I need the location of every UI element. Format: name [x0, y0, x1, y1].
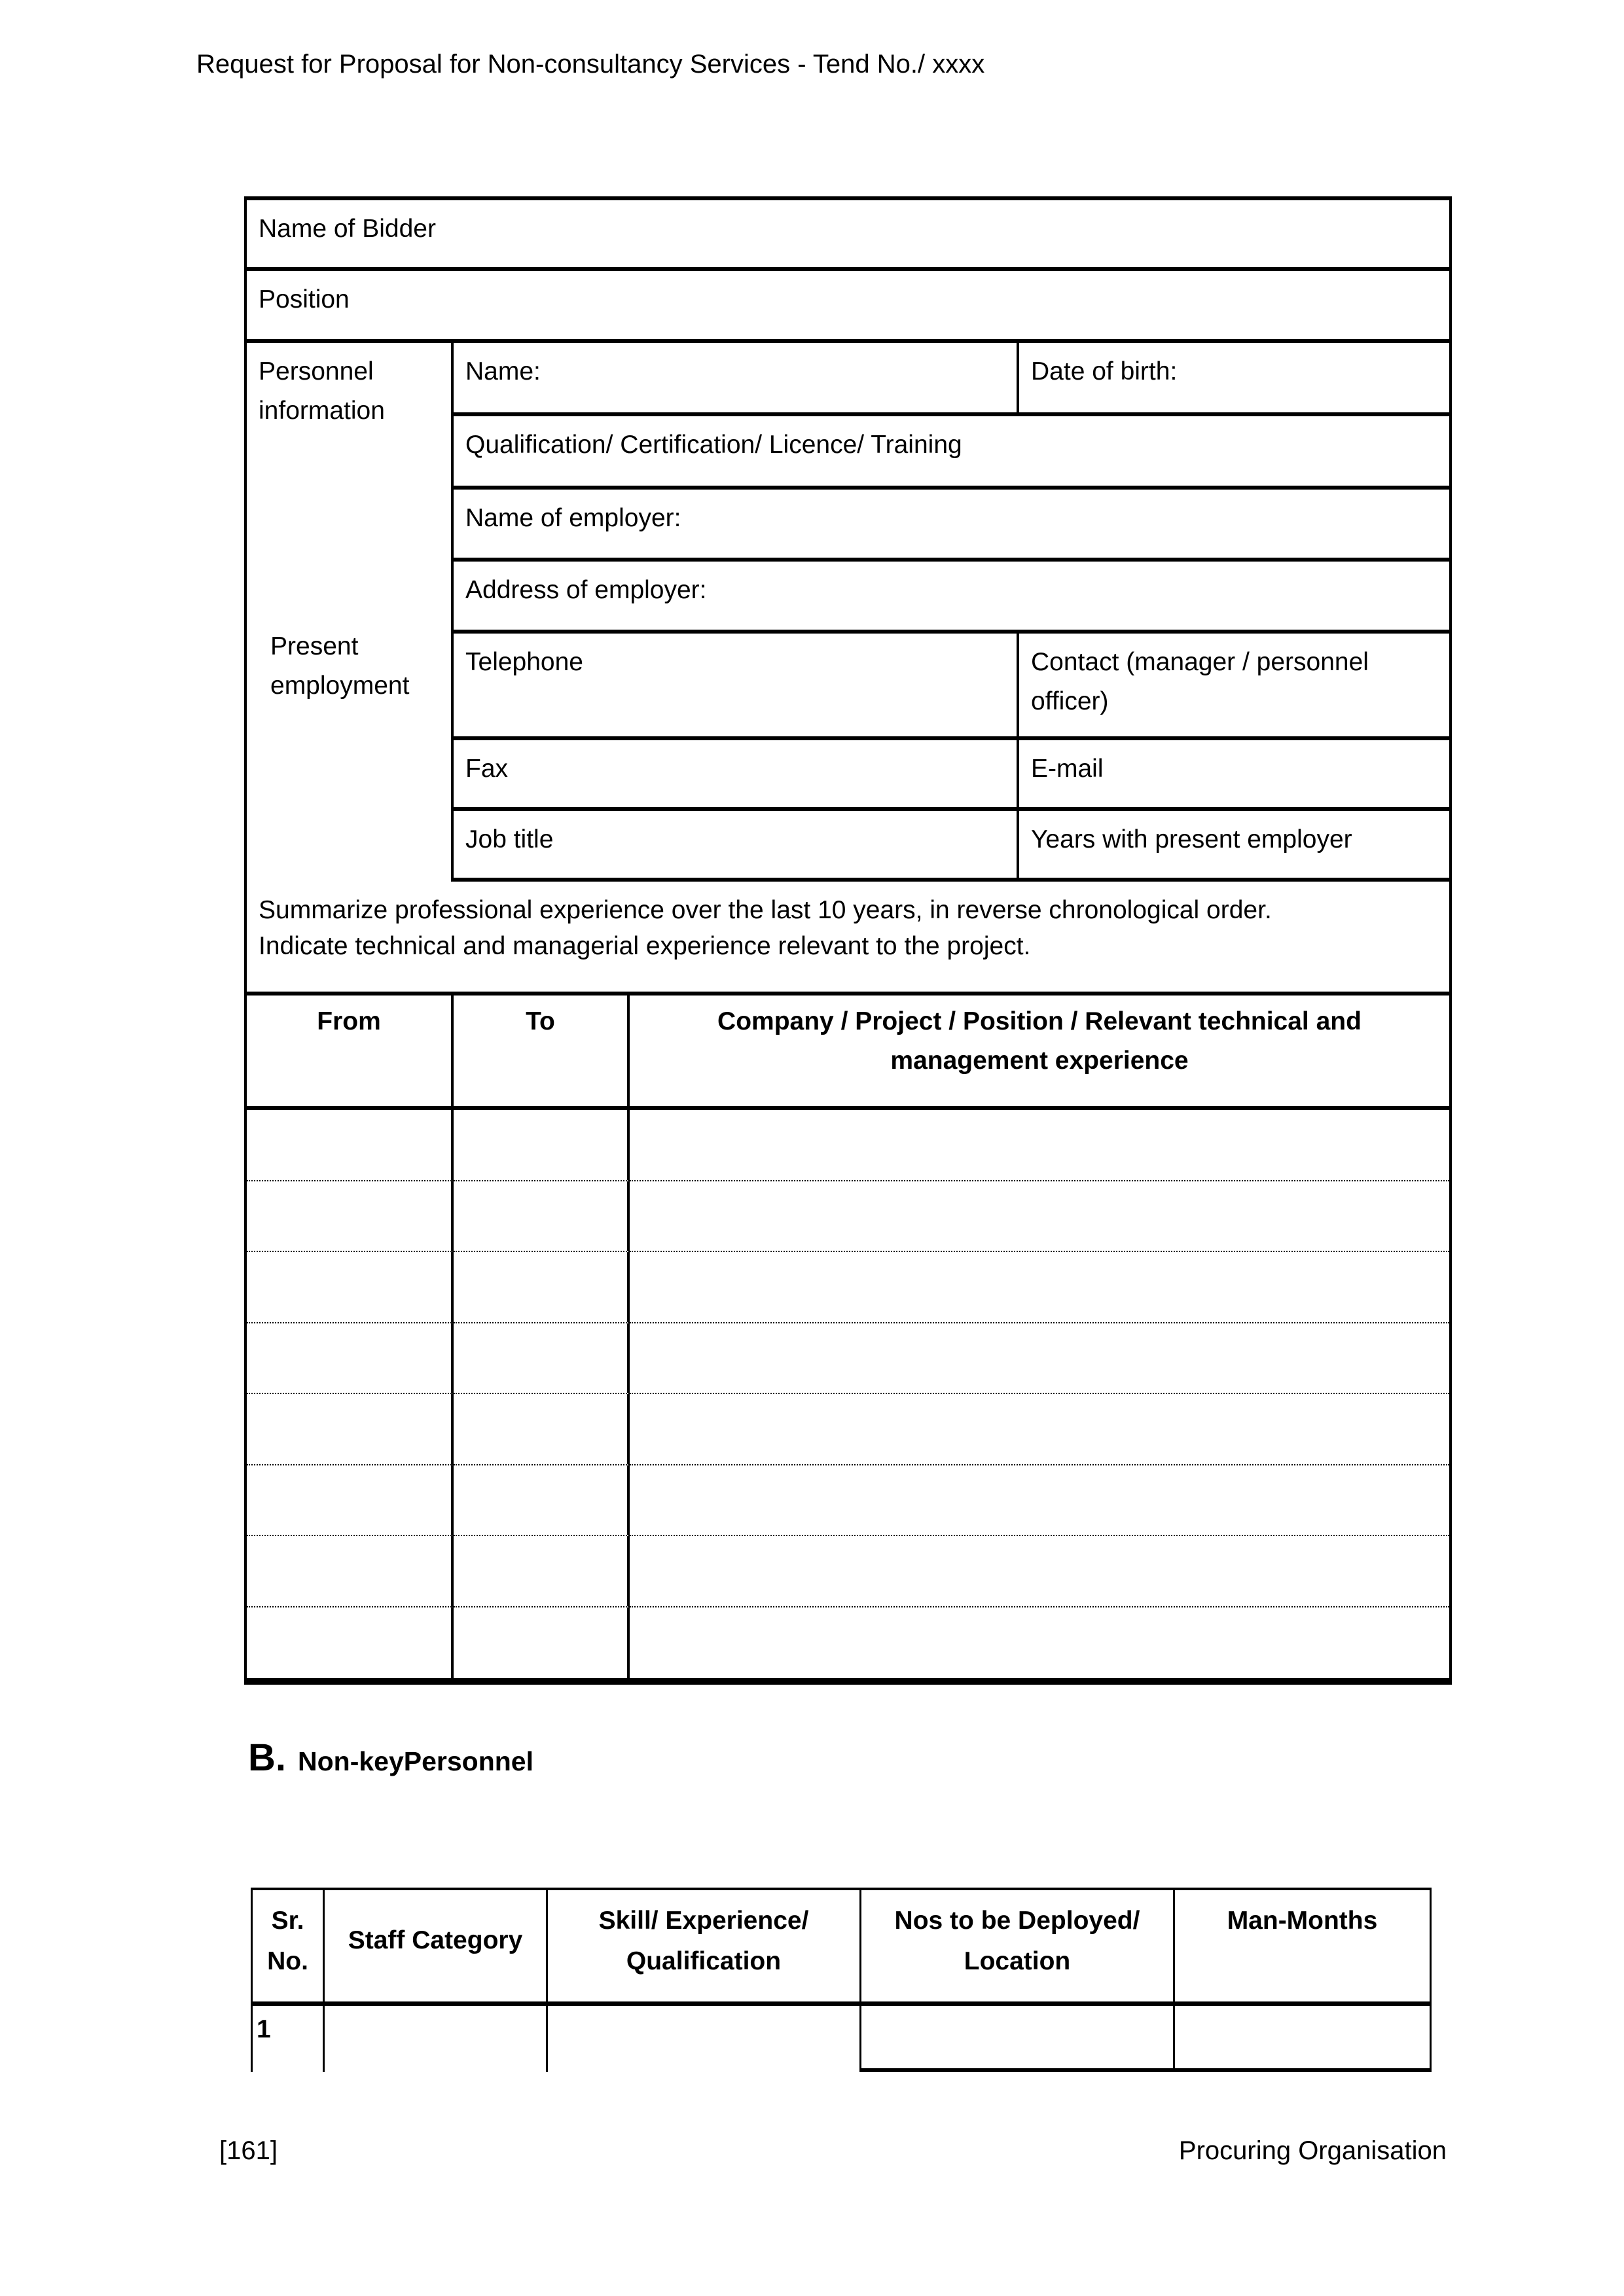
skill-line-2: Qualification [626, 1947, 782, 1975]
cell-row1-nos-deployed [861, 2006, 1175, 2072]
sr-no-line-2: No. [267, 1947, 308, 1975]
name-of-employer-label: Name of employer: [465, 504, 681, 532]
cell-name-of-bidder [247, 200, 1449, 271]
column-header-staff-category [325, 1890, 548, 2006]
experience-row-5-from [247, 1394, 454, 1465]
cell-contact [1019, 634, 1449, 740]
column-header-sr-no [253, 1890, 325, 2006]
experience-row-5-company [630, 1394, 1449, 1465]
experience-row-8-from [247, 1607, 454, 1679]
column-header-man-months [1175, 1890, 1430, 2006]
experience-row-4-from [247, 1323, 454, 1395]
cell-name-of-employer [454, 490, 1449, 562]
page-footer [219, 2135, 1447, 2166]
email-label: E-mail [1031, 755, 1104, 783]
date-of-birth-label: Date of birth: [1031, 357, 1178, 386]
cell-present-employment [247, 490, 454, 882]
man-months-line-1: Man-Months [1227, 1907, 1378, 1935]
experience-row-7-company [630, 1536, 1449, 1607]
experience-row-7-to [454, 1536, 630, 1607]
staff-category-line-1: Staff Category [348, 1926, 523, 1954]
cell-summary-instruction [247, 882, 1449, 996]
experience-row-5-to [454, 1394, 630, 1465]
cell-personnel-information [247, 343, 454, 490]
cell-position [247, 271, 1449, 343]
cell-telephone [454, 634, 1019, 740]
non-key-personnel-table [251, 1888, 1432, 2072]
fax-label: Fax [465, 755, 509, 783]
cell-email [1019, 740, 1449, 811]
contact-label: Contact (manager / personnel officer) [1031, 648, 1369, 715]
experience-row-8-to [454, 1607, 630, 1679]
nos-deployed-line-1: Nos to be Deployed/ [894, 1907, 1140, 1935]
summary-instruction-line-1: Summarize professional experience over the last 10 years, in reverse chronological order. [259, 896, 1272, 924]
cell-qualification [454, 416, 1449, 490]
experience-row-1-company [630, 1110, 1449, 1181]
column-header-company: Company / Project / Position / Relevant technical and management experience [630, 996, 1449, 1110]
experience-row-7-from [247, 1536, 454, 1607]
cell-address-of-employer [454, 562, 1449, 634]
key-personnel-table [244, 196, 1452, 1685]
footer-page-number: [161] [219, 2136, 278, 2165]
years-with-employer-label: Years with present employer [1031, 825, 1352, 853]
column-header-skill [548, 1890, 861, 2006]
cell-date-of-birth [1019, 343, 1449, 416]
experience-row-6-company [630, 1465, 1449, 1537]
experience-row-2-to [454, 1181, 630, 1253]
position-label: Position [259, 285, 350, 314]
cell-job-title [454, 811, 1019, 882]
experience-row-1-from [247, 1110, 454, 1181]
experience-row-6-to [454, 1465, 630, 1537]
column-header-nos-deployed [861, 1890, 1175, 2006]
cell-years-with-employer [1019, 811, 1449, 882]
cell-row1-man-months [1175, 2006, 1430, 2072]
sr-no-line-1: Sr. [271, 1907, 304, 1935]
experience-row-3-company [630, 1252, 1449, 1323]
experience-row-3-to [454, 1252, 630, 1323]
experience-row-4-company [630, 1323, 1449, 1395]
cell-row1-staff-category [325, 2006, 548, 2072]
column-header-to: To [454, 996, 630, 1110]
cell-name [454, 343, 1019, 416]
summary-instruction-line-2: Indicate technical and managerial experience relevant to the project. [259, 932, 1031, 960]
experience-row-4-to [454, 1323, 630, 1395]
experience-row-6-from [247, 1465, 454, 1537]
column-header-from: From [247, 996, 454, 1110]
skill-line-1: Skill/ Experience/ [598, 1907, 809, 1935]
personnel-information-label: Personnel information [259, 357, 385, 425]
cell-row1-skill [548, 2006, 861, 2072]
present-employment-label: Present employment [270, 632, 410, 700]
address-of-employer-label: Address of employer: [465, 576, 707, 604]
job-title-label: Job title [465, 825, 554, 853]
cell-row1-sr-no: 1 [253, 2006, 325, 2072]
section-b-index: B. [248, 1736, 286, 1779]
experience-row-2-from [247, 1181, 454, 1253]
experience-row-8-company [630, 1607, 1449, 1679]
name-label: Name: [465, 357, 541, 386]
section-b-heading [248, 1736, 533, 1780]
qualification-label: Qualification/ Certification/ Licence/ Training [465, 431, 962, 459]
section-b-title: Non-keyPersonnel [298, 1746, 533, 1776]
document-header-title: Request for Proposal for Non-consultancy Services - Tend No./ xxxx [196, 50, 985, 79]
name-of-bidder-label: Name of Bidder [259, 215, 436, 243]
nos-deployed-line-2: Location [964, 1947, 1071, 1975]
experience-row-2-company [630, 1181, 1449, 1253]
footer-organisation: Procuring Organisation [1178, 2136, 1447, 2165]
experience-row-1-to [454, 1110, 630, 1181]
cell-fax [454, 740, 1019, 811]
experience-row-3-from [247, 1252, 454, 1323]
telephone-label: Telephone [465, 648, 583, 676]
